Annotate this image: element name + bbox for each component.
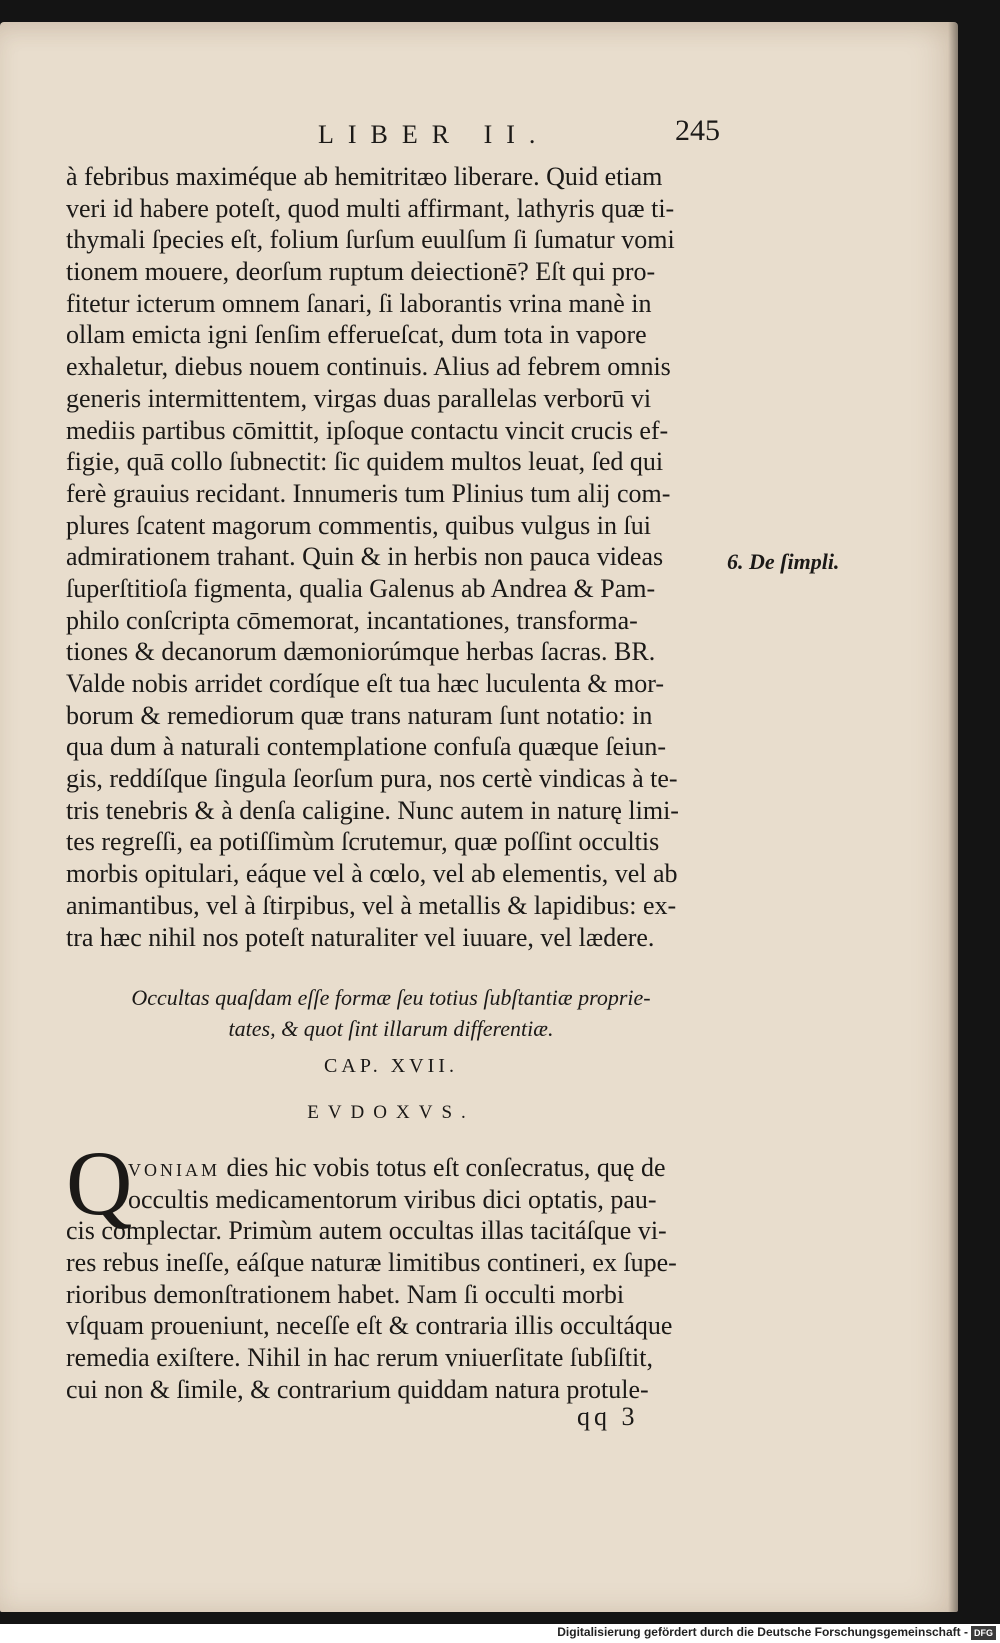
- text-line: tiones & decanorum dæmoniorúmque herbas ſacras. BR.: [66, 637, 656, 667]
- page-number: 245: [675, 114, 720, 147]
- margin-note: 6. De ſimpli.: [727, 549, 840, 574]
- text-line: tionem mouere, deorſum ruptum deiectionē? Eſt qui pro-: [66, 257, 656, 287]
- running-title: LIBER II.: [318, 120, 550, 149]
- text-line: tra hæc nihil nos poteſt naturaliter vel iuuare, vel lædere.: [66, 922, 655, 952]
- first-line-rest: dies hic vobis totus eſt conſecratus, quę de: [220, 1153, 666, 1182]
- text-line: [66, 1152, 726, 1184]
- chapter-heading-line: Occultas quaſdam eſſe formæ ſeu totius ſubſtantiæ proprie-: [131, 985, 651, 1010]
- text-line: fitetur icterum omnem ſanari, ſi laborantis vrina manè in: [66, 288, 652, 318]
- text-line: ollam emicta igni ſenſim efferueſcat, dum tota in vapore: [66, 320, 647, 350]
- text-line: tes regreſſi, ea potiſſimùm ſcrutemur, quæ poſſint occultis: [66, 827, 660, 857]
- text-line: res rebus ineſſe, eáſque naturæ limitibus contineri, ex ſupe-: [66, 1248, 677, 1278]
- text-line: plures ſcatent magorum commentis, quibus vulgus in ſui: [66, 510, 651, 540]
- text-line: philo conſcripta cōmemorat, incantationes, transforma-: [66, 605, 638, 635]
- text-line: qua dum à naturali contemplatione confuſa quæque ſeiun-: [66, 732, 666, 762]
- chapter-heading-line: tates, & quot ſint illarum differentiæ.: [228, 1016, 554, 1041]
- text-line: tris tenebris & à denſa caligine. Nunc autem in naturę limi-: [66, 795, 679, 825]
- text-line: à febribus maximéque ab hemitritæo liberare. Quid etiam: [66, 162, 663, 191]
- dfg-logo: DFG: [971, 1626, 996, 1640]
- text-line: cis complectar. Primùm autem occultas illas tacitáſque vi-: [66, 1216, 667, 1246]
- text-line: cui non & ſimile, & contrarium quiddam natura protule-: [66, 1374, 649, 1404]
- text-line: vſquam proueniunt, neceſſe eſt & contraria illis occultáque: [66, 1311, 673, 1341]
- text-line: occultis medicamentorum viribus dici optatis, pau-: [128, 1184, 657, 1214]
- text-line: Valde nobis arridet cordíque eſt tua hæc luculenta & mor-: [66, 669, 665, 698]
- footer-bar: [0, 1624, 1000, 1643]
- chapter-heading: [66, 982, 716, 1044]
- text-line: animantibus, vel à ſtirpibus, vel à metallis & lapidibus: ex-: [66, 890, 677, 920]
- text-line: rioribus demonſtrationem habet. Nam ſi occulti morbi: [66, 1279, 625, 1309]
- text-line: thymali ſpecies eſt, folium ſurſum euulſum ſi ſumatur vomi: [66, 225, 675, 255]
- drop-initial: Q: [66, 1132, 133, 1234]
- signature-mark: qq 3: [577, 1402, 639, 1431]
- speaker-name: EVDOXVS.: [307, 1102, 475, 1123]
- page-header: [0, 114, 958, 158]
- text-line: figie, quā collo ſubnectit: ſic quidem multos leuat, ſed qui: [66, 447, 664, 477]
- text-line: admirationem trahant. Quin & in herbis non pauca videas: [66, 542, 664, 572]
- chapter-body-text: [66, 1152, 726, 1406]
- text-line: exhaletur, diebus nouem continuis. Alius ad febrem omnis: [66, 352, 671, 382]
- text-line: remedia exiſtere. Nihil in hac rerum vniuerſitate ſubſiſtit,: [66, 1343, 653, 1373]
- text-line: ferè grauius recidant. Innumeris tum Plinius tum alij com-: [66, 478, 671, 508]
- text-line: gis, reddíſque ſingula ſeorſum pura, nos certè vindicas à te-: [66, 764, 678, 794]
- body-text: [66, 161, 716, 953]
- text-line: generis intermittentem, virgas duas parallelas verborū vi: [66, 383, 652, 413]
- text-line: veri id habere poteſt, quod multi affirmant, lathyris quæ ti-: [66, 193, 675, 223]
- first-word: VONIAM: [128, 1160, 220, 1180]
- text-line: ſuperſtitioſa figmenta, qualia Galenus ab Andrea & Pam-: [66, 573, 656, 603]
- text-line: borum & remediorum quæ trans naturam ſunt notatio: in: [66, 700, 653, 730]
- funding-notice: Digitalisierung gefördert durch die Deutsche Forschungsgemeinschaft -: [557, 1625, 968, 1639]
- book-page: [0, 22, 958, 1612]
- text-line: morbis opitulari, eáque vel à cœlo, vel ab elementis, vel ab: [66, 859, 678, 889]
- chapter-number: CAP. XVII.: [324, 1055, 458, 1077]
- text-line: mediis partibus cōmittit, ipſoque contactu vincit crucis ef-: [66, 415, 669, 445]
